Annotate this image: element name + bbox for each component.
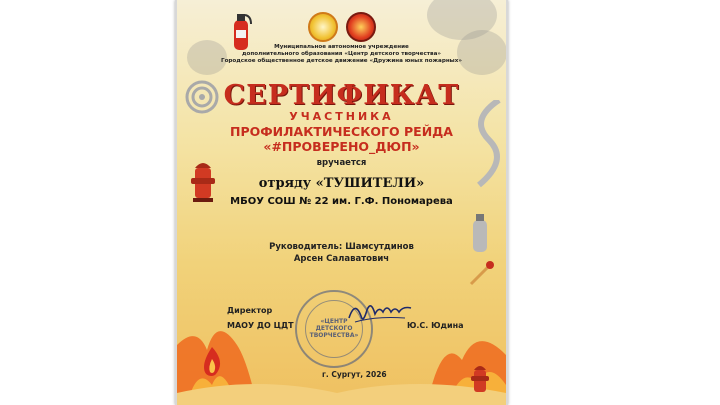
director-name: Ю.С. Юдина (407, 321, 464, 330)
org-line: Муниципальное автономное учреждение (274, 44, 409, 50)
fire-hydrant-icon (469, 362, 491, 394)
director-org: МАОУ ДО ЦДТ (227, 321, 294, 330)
leader-line: Арсен Салаватович (293, 254, 390, 264)
org-line: Городское общественное детское движение «Дружина юных пожарных» (221, 58, 462, 64)
school-name: МБОУ СОШ № 22 им. Г.Ф. Пономарева (230, 196, 453, 207)
director-label: Директор (227, 306, 273, 315)
event-hashtag: «#ПРОВЕРЕНО_ДЮП» (263, 139, 420, 154)
certificate-subtitle: УЧАСТНИКА (289, 110, 394, 123)
recipient-name: отряду «ТУШИТЕЛИ» (258, 176, 425, 191)
certificate (175, 0, 508, 405)
dyup-logo (346, 12, 376, 42)
director-signature (345, 296, 415, 330)
logos-row (177, 12, 506, 42)
cdt-logo (308, 12, 338, 42)
leader-line: Руководитель: Шамсутдинов (269, 242, 414, 252)
org-line: дополнительного образования «Центр детского творчества» (242, 51, 441, 57)
city-year: г. Сургут, 2026 (322, 370, 387, 379)
stamp-line: ТВОРЧЕСТВА» (309, 332, 359, 339)
stamp-line: ДЕТСКОГО (315, 325, 353, 332)
leader-block (177, 241, 506, 265)
certificate-title: СЕРТИФИКАТ (223, 80, 460, 111)
stamp-line: «ЦЕНТР (320, 318, 348, 325)
awarded-text: вручается (316, 158, 367, 168)
organization-header (197, 44, 486, 65)
event-name: ПРОФИЛАКТИЧЕСКОГО РЕЙДА (230, 124, 453, 139)
fire-flame-icon (199, 345, 225, 377)
